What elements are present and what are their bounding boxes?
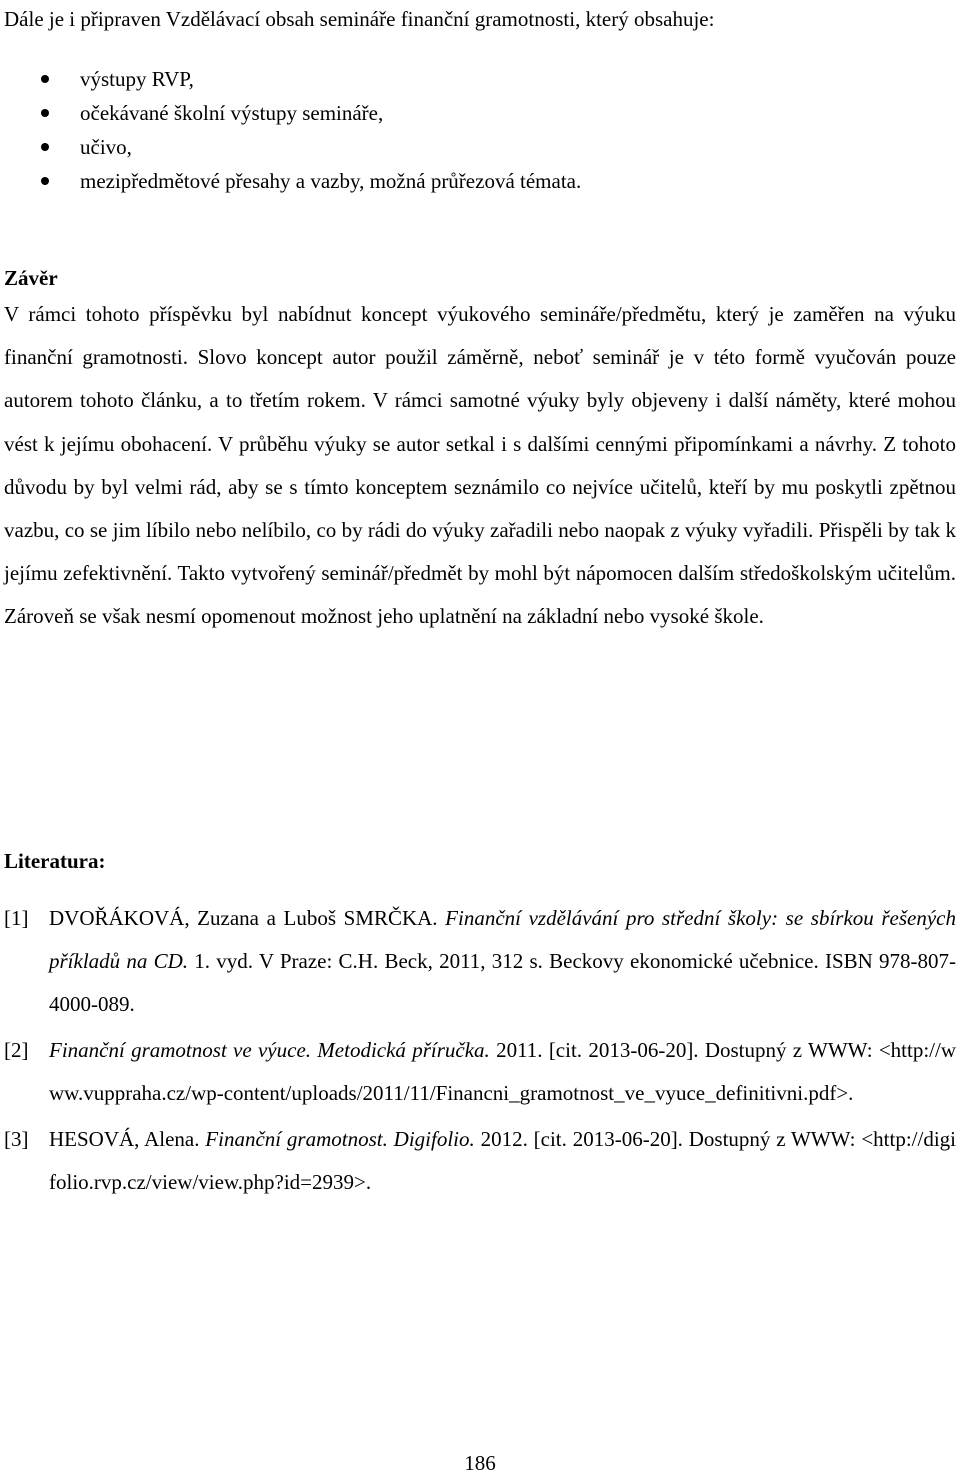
reference-body (49, 1118, 956, 1204)
page-number: 186 (464, 1451, 496, 1475)
content-bullet-list (0, 62, 950, 198)
list-item (0, 130, 950, 164)
list-item-text: učivo, (80, 135, 132, 159)
reference-item (0, 1029, 956, 1115)
literature-heading: Literatura: (4, 849, 106, 873)
list-item-text: očekávané školní výstupy semináře, (80, 101, 384, 125)
reference-authors: DVOŘÁKOVÁ, Zuzana a Luboš SMRČKA. (49, 906, 438, 930)
reference-body (49, 897, 956, 1026)
intro-paragraph: Dále je i připraven Vzdělávací obsah semináře finanční gramotnosti, který obsahuje: (4, 7, 715, 31)
reference-number: [2] (4, 1038, 29, 1062)
conclusion-paragraph: V rámci tohoto příspěvku byl nabídnut koncept výukového semináře/předmětu, který je zaměřen na výuku finanční gramotnosti. Slovo koncept autor použil záměrně, neboť seminář je v této formě vyučován pouze autorem tohoto článku, a to třetím rokem. V rámci samotné výuky byly objeveny i další náměty, které mohou vést k jejímu obohacení. V průběhu výuky se autor setkal i s dalšími cennými připomínkami a návrhy. Z tohoto důvodu by byl velmi rád, aby se s tímto konceptem seznámilo co nejvíce učitelů, kteří by mu poskytli zpětnou vazbu, co se jim líbilo nebo nelíbilo, co by rádi do výuky zařadili nebo naopak z výuky vyřadili. Přispěli by tak k jejímu zefektivnění. Takto vytvořený seminář/předmět by mohl být nápomocen dalším středoškolským učitelům. Zároveň se však nesmí opomenout možnost jeho uplatnění na základní nebo vysoké škole. (4, 302, 956, 629)
reference-number: [1] (4, 906, 29, 930)
list-item (0, 62, 950, 96)
reference-item (0, 897, 956, 1026)
conclusion-heading: Závěr (4, 266, 58, 290)
reference-item (0, 1118, 956, 1204)
list-item (0, 164, 950, 198)
reference-title: Finanční gramotnost. Digifolio. (205, 1127, 475, 1151)
reference-details: 1. vyd. V Praze: C.H. Beck, 2011, 312 s. Beckovy ekonomické učebnice. ISBN 978-807-4000-089. (49, 949, 957, 1016)
reference-list (0, 897, 956, 1207)
list-item (0, 96, 950, 130)
bullet-icon (41, 109, 49, 117)
reference-details: 2011. [cit. 2013-06-20]. Dostupný z WWW: <http://www.vuppraha.cz/wp-content/uploads/2011/11/Financni_gramotnost_ve_vyuce_definitivni.pdf>. (49, 1038, 956, 1105)
reference-title: Finanční vzdělávání pro střední školy: se sbírkou řešených příkladů na CD. (49, 906, 957, 973)
list-item-text: mezipředmětové přesahy a vazby, možná průřezová témata. (80, 169, 582, 193)
reference-body (49, 1029, 956, 1115)
bullet-icon (41, 177, 49, 185)
reference-number: [3] (4, 1127, 29, 1151)
bullet-icon (41, 75, 49, 83)
reference-title: Finanční gramotnost ve výuce. Metodická příručka. (49, 1038, 490, 1062)
reference-details: 2012. [cit. 2013-06-20]. Dostupný z WWW: <http://digifolio.rvp.cz/view/view.php?id=2939>. (49, 1127, 957, 1194)
list-item-text: výstupy RVP, (80, 67, 194, 91)
reference-authors: HESOVÁ, Alena. (49, 1127, 200, 1151)
bullet-icon (41, 143, 49, 151)
